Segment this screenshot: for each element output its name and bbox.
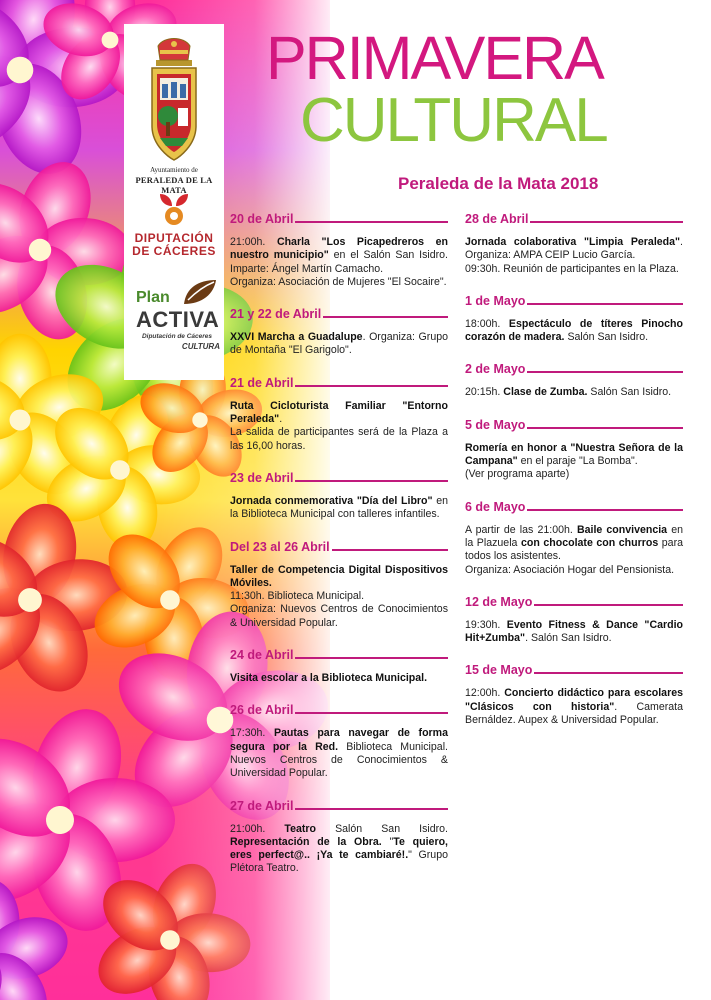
event-2-mayo [465, 356, 683, 399]
event-date: 15 de Mayo [465, 663, 533, 678]
ayuntamiento-name: PERALEDA DE LA MATA [135, 175, 213, 195]
event-date: 24 de Abril [230, 648, 294, 663]
date-underline [295, 221, 448, 223]
event-26-abril [230, 697, 448, 780]
date-underline [527, 303, 683, 305]
event-date: 26 de Abril [230, 703, 294, 718]
date-underline [295, 657, 448, 659]
event-body: Jornada colaborativa "Limpia Peraleda". Organiza: AMPA CEIP Lucio García. 09:30h. Reunión de participantes en la Plaza. [465, 236, 683, 275]
event-24-abril [230, 642, 448, 685]
event-27-abril [230, 793, 448, 876]
event-body: 20:15h. Clase de Zumba. Salón San Isidro. [465, 386, 672, 399]
plan-diputacion-label: Diputación de Cáceres [141, 333, 213, 340]
plan-activa-leaves-icon [180, 276, 220, 308]
event-body: 17:30h. Pautas para navegar de forma segura por la Red. Biblioteca Municipal. Nuevos Centros de Conocimientos & Universidad Popular. [230, 727, 448, 780]
event-15-mayo [465, 657, 683, 727]
date-underline [530, 221, 683, 223]
event-date: 2 de Mayo [465, 362, 526, 377]
event-21-22-abril [230, 301, 448, 358]
event-header [230, 465, 448, 485]
coat-of-arms-icon [148, 34, 200, 162]
event-body: Jornada conmemorativa "Día del Libro" en la Biblioteca Municipal con talleres infantiles. [230, 494, 448, 521]
event-header [465, 412, 683, 432]
plan-cultura-label: CULTURA [181, 342, 220, 351]
date-underline [534, 604, 683, 606]
event-21-abril [230, 370, 448, 453]
event-body: 21:00h. Charla "Los Picapedreros en nuestro municipio" en el Salón San Isidro. Imparte: Ángel Martín Camacho. Organiza: Asociación de Mujeres "El Socaire". [230, 236, 448, 288]
event-body: XXVI Marcha a Guadalupe. Organiza: Grupo de Montaña "El Garigolo". [230, 331, 449, 357]
event-date: 20 de Abril [230, 212, 294, 226]
event-body: 12:00h. Concierto didáctico para escolares "Clásicos con historia". Camerata Bernáldez. Aupex & Universidad Popular. [465, 687, 683, 727]
event-1-mayo [465, 288, 683, 345]
date-underline [527, 427, 683, 429]
event-header [230, 370, 448, 390]
logos-panel [124, 24, 224, 380]
event-header [465, 589, 683, 609]
event-date: Del 23 al 26 Abril [230, 539, 330, 554]
event-header [230, 697, 448, 717]
event-header [465, 356, 683, 376]
title-cultural: CULTURAL [300, 86, 607, 155]
date-underline [295, 385, 448, 387]
activa-label: ACTIVA [136, 307, 220, 332]
event-date: 23 de Abril [230, 470, 294, 485]
diputacion-logo-icon [158, 192, 190, 230]
events-column-right [465, 206, 683, 739]
event-23-26-abril [230, 534, 448, 630]
subtitle: Peraleda de la Mata 2018 [398, 174, 599, 193]
event-body: A partir de las 21:00h. Baile convivencia en la Plazuela con chocolate con churros para todos los asistentes. Organiza: Asociación Hogar del Pensionista. [465, 523, 683, 576]
event-date: 6 de Mayo [465, 499, 526, 514]
date-underline [323, 316, 448, 318]
event-header [230, 793, 448, 813]
diputacion-name: DIPUTACIÓN DE CÁCERES [132, 231, 216, 258]
event-header [230, 534, 448, 554]
event-23-abril [230, 465, 448, 522]
event-date: 28 de Abril [465, 212, 529, 226]
event-body: Romería en honor a "Nuestra Señora de la Campana" en el paraje "La Bomba". (Ver programa aparte) [465, 441, 683, 481]
plan-label: Plan [136, 289, 170, 306]
date-underline [332, 549, 448, 551]
event-12-mayo [465, 589, 683, 646]
event-body: 18:00h. Espectáculo de títeres Pinocho corazón de madera. Salón San Isidro. [465, 317, 683, 344]
event-header [230, 642, 448, 662]
event-body: Taller de Competencia Digital Dispositivos Móviles. 11:30h. Biblioteca Municipal. Organiza: Nuevos Centros de Conocimientos & Universidad Popular. [230, 563, 448, 629]
event-header [230, 301, 448, 321]
event-5-mayo [465, 412, 683, 482]
date-underline [295, 712, 448, 714]
ayuntamiento-label: Ayuntamiento de [150, 166, 198, 174]
date-underline [295, 808, 448, 810]
event-body: Visita escolar a la Biblioteca Municipal. [230, 672, 428, 685]
event-body: Ruta Cicloturista Familiar "Entorno Peraleda". La salida de participantes será de la Plaza a las 16,00 horas. [230, 399, 448, 452]
event-date: 5 de Mayo [465, 417, 526, 432]
events-column-left [230, 206, 448, 888]
event-header [230, 206, 448, 226]
title-primavera: PRIMAVERA [266, 24, 603, 92]
event-28-abril [465, 206, 683, 276]
date-underline [295, 480, 448, 482]
event-header [465, 206, 683, 226]
event-date: 21 y 22 de Abril [230, 307, 322, 322]
date-underline [534, 672, 683, 674]
event-header [465, 494, 683, 514]
event-body: 21:00h. Teatro Salón San Isidro. Representación de la Obra. "Te quiero, eres perfect@.. ¡Ya te cambiaré!." Grupo Plétora Teatro. [230, 822, 449, 875]
event-date: 12 de Mayo [465, 594, 533, 609]
event-20-abril [230, 206, 448, 289]
event-date: 27 de Abril [230, 798, 294, 813]
event-date: 21 de Abril [230, 375, 294, 390]
event-header [465, 657, 683, 677]
event-date: 1 de Mayo [465, 293, 526, 308]
event-header [465, 288, 683, 308]
date-underline [527, 509, 683, 511]
event-6-mayo [465, 494, 683, 577]
event-body: 19:30h. Evento Fitness & Dance "Cardio Hit+Zumba". Salón San Isidro. [465, 618, 683, 645]
date-underline [527, 371, 683, 373]
